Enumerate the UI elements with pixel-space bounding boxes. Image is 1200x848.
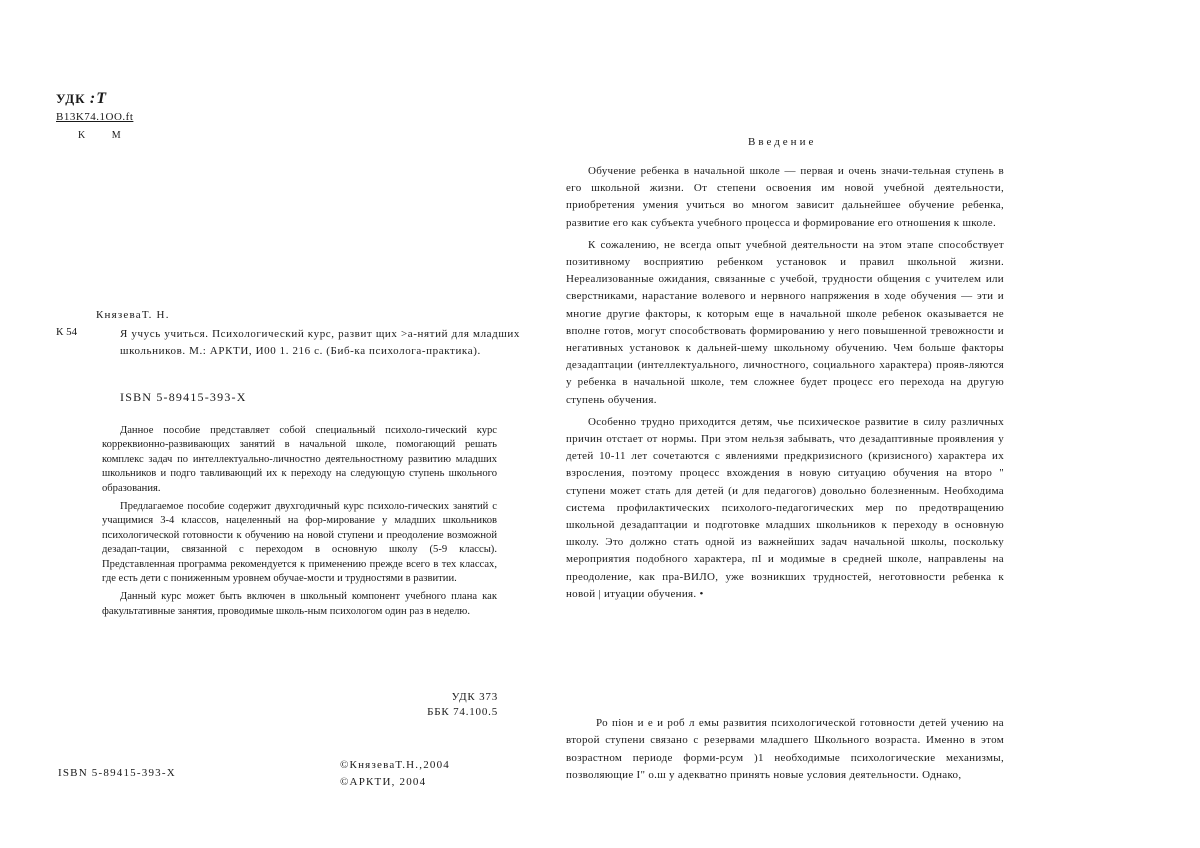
intro-paragraph: Особенно трудно приходится детям, чье психическое развитие в силу различных причин отстает от нормы. При этом нельзя забывать, что дезадаптивные проявления у детей 10-11 лет сочетаются с явлениями предкризисного (кризисного) характера их взросления, поэтому процесс вхождения в новую ситуацию обучения на второ " ступени может стать для детей (и для педагогов) довольно болезненным. Необходима система профилактических психолого-педагогических мер по предотвращению школьной дезадаптации и подготовке младших школьников к переходу в основную школу. Это должно стать одной из важнейших задач начальной школы, поскольку мероприятия подобного характера, пI и модимые в средней школе, направлены на преодоление, как пра-ВИЛО, уже возникших трудностей, неготовности ребенка к новой | итуации обучения. • <box>566 415 1004 600</box>
bbk-bottom: ББК 74.100.5 <box>427 706 498 718</box>
udc-header <box>56 90 107 108</box>
left-page <box>0 0 540 848</box>
abstract-paragraph: Предлагаемое пособие содержит двухгодичный курс психоло-гических занятий с учащимися 3-4 классов, нацеленный на фор-мирование у младших школьников психологической готовности к обучению на новой ступени и преодоление возможной дезадап-тации, связанной с переходом в основную школу (5-9 классы). Представленная программа рекомендуется к применению прежде всего в тех классах, где есть дети с пониженным уровнем обучае-мости и трудностями в развитии. <box>102 501 497 585</box>
udc-bottom: УДК 373 <box>451 691 498 703</box>
isbn-bottom: ISBN 5-89415-393-X <box>58 767 176 779</box>
udc-label: УДК <box>56 91 86 106</box>
abstract-paragraph: Данный курс может быть включен в школьный компонент учебного плана как факультативные занятия, проводимые школь-ным психологом один раз в неделю. <box>102 591 497 617</box>
author-mark: K M <box>78 130 133 141</box>
intro-title: Введение <box>748 136 817 148</box>
abstract <box>102 424 497 623</box>
author-name: КнязеваТ. Н. <box>96 309 170 321</box>
second-paragraph: Ро пiон и е и роб л емы развития психологической готовности детей учению на второй ступени связано с резервами младшего Школьного возраста. Именно в этом возрастном периоде форми-рсум )1 необходимые психологические механизмы, позволяющие I" о.ш у адекватно принять новые условия деятельности. Однако, <box>566 717 1004 782</box>
copyright-publisher: ©АРКТИ, 2004 <box>340 776 427 788</box>
right-page <box>560 0 1200 848</box>
k-code: К 54 <box>56 326 78 338</box>
copyright-block <box>340 757 450 791</box>
second-section <box>566 715 1004 785</box>
bbk-code: B13K74.1OO.ft <box>56 111 134 123</box>
intro-paragraph: Обучение ребенка в начальной школе — первая и очень значи-тельная ступень в его школьной жизни. От степени освоения им новой учебной деятельности, приобретения умения учиться во многом зависит дальнейшее обучение ребенка, развитие его как субъекта учебного процесса и формирование его отношения к школе. <box>566 165 1004 229</box>
classification-block <box>400 690 498 720</box>
intro-paragraph: К сожалению, не всегда опыт учебной деятельности на этом этапе способствует позитивному восприятию ребенком установок и правил школьной жизни. Нереализованные ожидания, связанные с учебой, трудности общения с учителем или сверстниками, нарастание волевого и нервного напряжения в ходе обучения — эти и многие другие факторы, к которым еще в начальной школе ребенок оказывается не вполне готов, могут способствовать формированию у него повышенной тревожности и негативных установок к дальней-шему школьному обучению. Чем больше факторы дезадаптации (интеллектуального, личностного, социального характера) прояв-ляются у ребенка в начальной школе, тем сложнее будет процесс его перехода на другую ступень обучения. <box>566 238 1004 406</box>
abstract-paragraph: Данное пособие представляет собой специальный психоло-гический курс корреквионно-развивающих занятий в начальной школе, помогающий решать комплекс задач по интеллектуально-личностно деятельностному развитию младших школьников и подго тавливающий их к переходу на следующую ступень школьного образования. <box>102 425 497 494</box>
udc-value: :T <box>89 90 107 107</box>
copyright-author: ©КнязеваТ.Н.,2004 <box>340 759 451 771</box>
intro-text <box>566 163 1004 608</box>
isbn-top: ISBN 5-89415-393-X <box>120 390 247 404</box>
bibliographic-entry: Я учусь учиться. Психологический курс, развит щих >а-нятий для младших школьников. М.: АРКТИ, И00 1. 216 с. (Биб-ка психолога-практика). <box>120 328 520 357</box>
